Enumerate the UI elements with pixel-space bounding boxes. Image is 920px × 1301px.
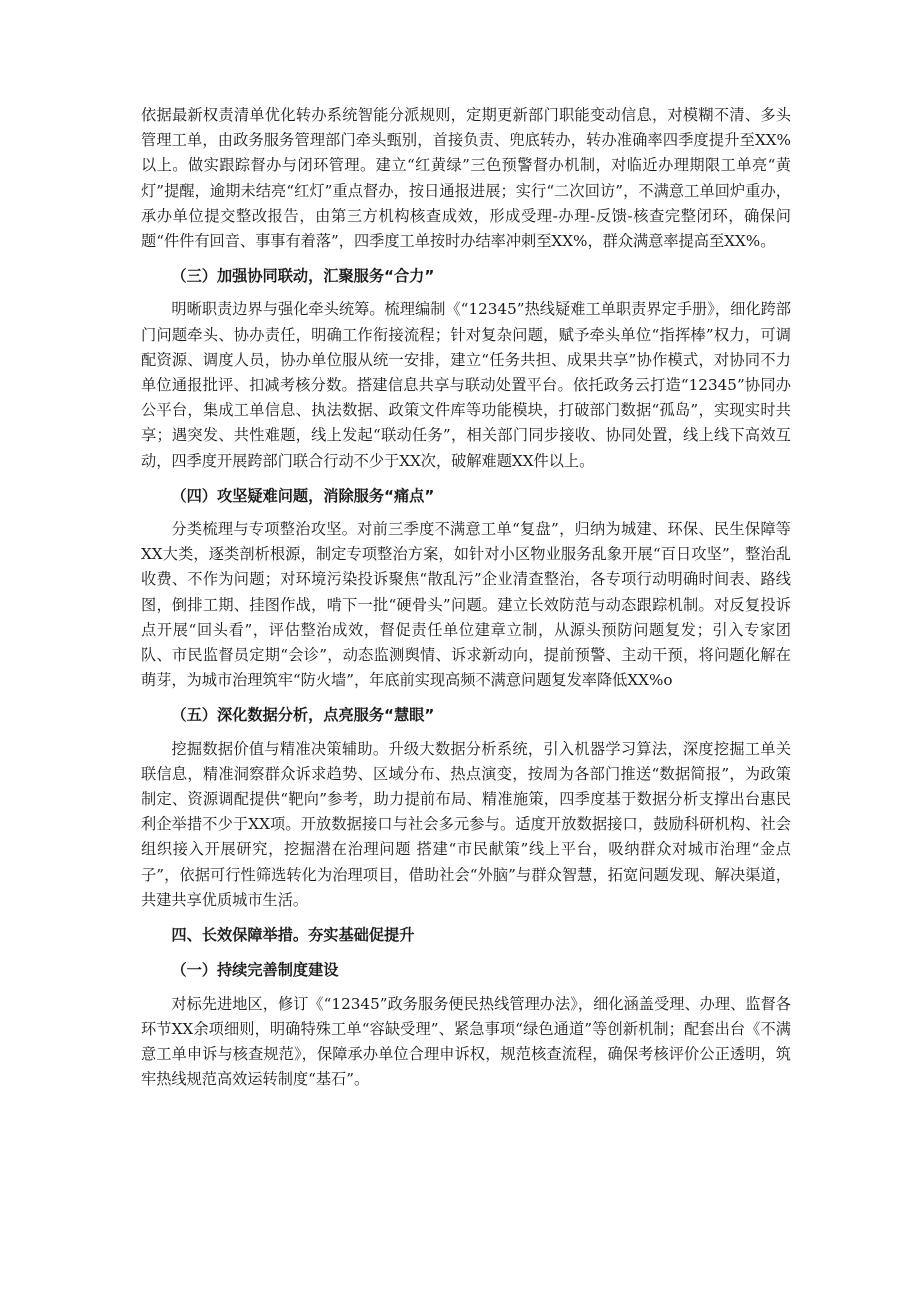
paragraph-section-3: 明晰职责边界与强化牵头统筹。梳理编制《“12345”热线疑难工单职责界定手册》，细化跨部门问题牵头、协办责任，明确工作衔接流程；针对复杂问题，赋予牵头单位“指挥棒”权力，可调配资源、调度人员，协办单位服从统一安排，建立“任务共担、成果共享”协作模式，对协同不力单位通报批评、扣减考核分数。搭建信息共享与联动处置平台。依托政务云打造“12345”协同办公平台，集成工单信息、执法数据、政策文件库等功能模块，打破部门数据“孤岛”，实现实时共享；遇突发、共性难题，线上发起“联动任务”，相关部门同步接收、协同处置，线上线下高效互动，四季度开展跨部门联合行动不少于XX次，破解难题XX件以上。: [141, 300, 791, 470]
section-heading-5: （五）深化数据分析，点亮服务“慧眼”: [171, 706, 435, 725]
section-heading-4: （四）攻坚疑难问题，消除服务“痛点”: [171, 486, 435, 505]
subsection-heading-4-1: （一）持续完善制度建设: [171, 961, 339, 980]
paragraph-subsection-4-1: 对标先进地区，修订《“12345”政务服务便民热线管理办法》，细化涵盖受理、办理、监督各环节XX余项细则，明确特殊工单“容缺受理”、紧急事项“绿色通道”等创新机制；配套出台《不满意工单申诉与核查规范》，保障承办单位合理申诉权，规范核查流程，确保考核评价公正透明，筑牢热线规范高效运转制度“基石”。: [141, 994, 791, 1089]
paragraph-section-4: 分类梳理与专项整治攻坚。对前三季度不满意工单“复盘”，归纳为城建、环保、民生保障等XX大类，逐类剖析根源，制定专项整治方案，如针对小区物业服务乱象开展“百日攻坚”，整治乱收费、不作为问题；对环境污染投诉聚焦“散乱污”企业清查整治，各专项行动明确时间表、路线图，倒排工期、挂图作战，啃下一批“硬骨头”问题。建立长效防范与动态跟踪机制。对反复投诉点开展“回头看”，评估整治成效，督促责任单位建章立制，从源头预防问题复发；引入专家团队、市民监督员定期“会诊”，动态监测舆情、诉求新动向，提前预警、主动干预，将问题化解在萌芽，为城市治理筑牢“防火墙”，年底前实现高频不满意问题复发率降低XX%o: [141, 520, 791, 690]
document-page: [141, 103, 791, 1092]
paragraph-intro: 依据最新权责清单优化转办系统智能分派规则，定期更新部门职能变动信息，对模糊不清、多头管理工单，由政务服务管理部门牵头甄别，首接负责、兜底转办，转办准确率四季度提升至XX%以上。做实跟踪督办与闭环管理。建立“红黄绿”三色预警督办机制，对临近办理期限工单亮“黄灯”提醒，逾期未结亮“红灯”重点督办，按日通报进展；实行“二次回访”，不满意工单回炉重办，承办单位提交整改报告，由第三方机构核查成效，形成受理-办理-反馈-核查完整闭环，确保问题“件件有回音、事事有着落”，四季度工单按时办结率冲刺至XX%，群众满意率提高至XX%。: [141, 106, 791, 251]
major-heading-4: 四、长效保障举措。夯实基础促提升: [171, 926, 415, 945]
section-heading-3: （三）加强协同联动，汇聚服务“合力”: [171, 267, 435, 286]
paragraph-section-5: 挖掘数据价值与精准决策辅助。升级大数据分析系统，引入机器学习算法，深度挖掘工单关联信息，精准洞察群众诉求趋势、区域分布、热点演变，按周为各部门推送“数据简报”，为政策制定、资源调配提供“靶向”参考，助力提前布局、精准施策，四季度基于数据分析支撑出台惠民利企举措不少于XX项。开放数据接口与社会多元参与。适度开放数据接口，鼓励科研机构、社会组织接入开展研究，挖掘潜在治理问题 搭建“市民献策”线上平台，吸纳群众对城市治理“金点子”，依据可行性筛选转化为治理项目，借助社会“外脑”与群众智慧，拓宽问题发现、解决渠道，共建共享优质城市生活。: [141, 739, 791, 909]
